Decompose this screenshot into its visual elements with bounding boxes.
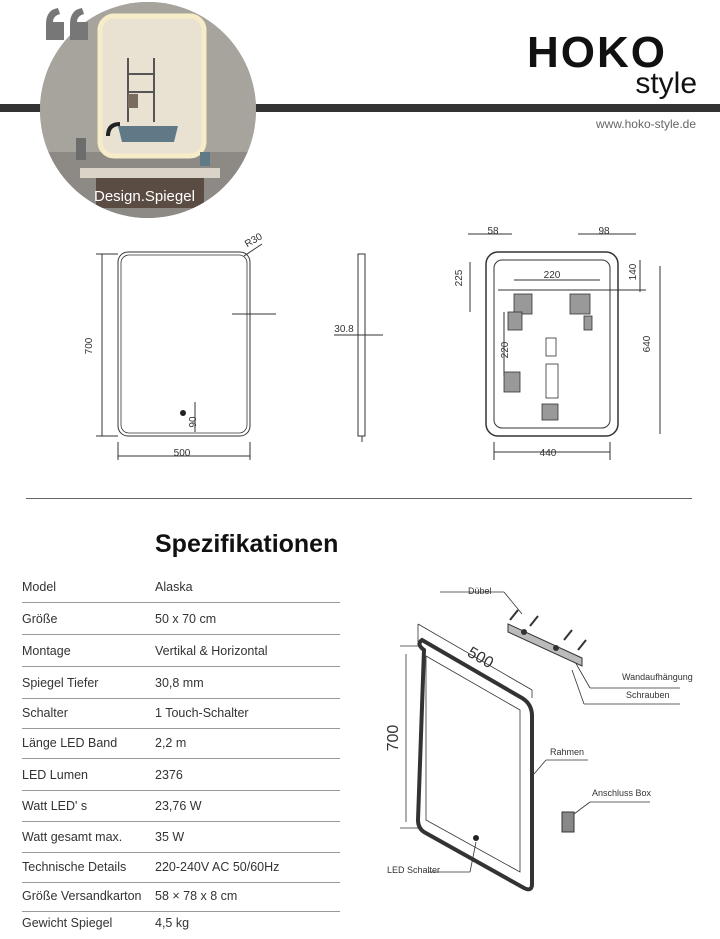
spec-value: Vertikal & Horizontal <box>155 644 268 658</box>
spec-row-depth <box>22 672 340 699</box>
callout-led-switch: LED Schalter <box>387 865 441 875</box>
back-left-offset-label: 225 <box>454 269 465 287</box>
spec-label: Gewicht Spiegel <box>22 916 113 930</box>
spec-value: 50 x 70 cm <box>155 612 217 626</box>
spec-row-technical <box>22 856 340 883</box>
back-right-height-label: 640 <box>642 335 653 353</box>
back-top-right-label: 98 <box>598 226 610 237</box>
mirror-front-outline <box>118 252 250 436</box>
spec-label: Größe Versandkarton <box>22 889 142 903</box>
side-depth-label: 30.8 <box>334 324 354 335</box>
spec-value: 58 × 78 x 8 cm <box>155 889 238 903</box>
spec-row-size <box>22 608 340 635</box>
diagram-height-label: 700 <box>385 724 402 752</box>
spec-label: Model <box>22 580 57 594</box>
spec-label: Watt LED' s <box>22 799 88 813</box>
front-radius-label: R30 <box>243 231 265 251</box>
back-top-left-label: 58 <box>487 226 499 237</box>
led-switch-marker <box>180 410 186 416</box>
spec-label: Montage <box>22 644 71 658</box>
switch-offset-label: 90 <box>188 416 199 428</box>
callout-frame: Rahmen <box>550 747 585 757</box>
spec-value: 30,8 mm <box>155 676 204 690</box>
spec-value: 1 Touch-Schalter <box>155 706 249 720</box>
spec-row-total-watt <box>22 826 340 853</box>
spec-row-mounting <box>22 640 340 667</box>
spec-value: Alaska <box>155 580 193 594</box>
brand-logo-sub: style <box>635 67 697 100</box>
front-height-label: 700 <box>84 337 95 355</box>
spec-label: Länge LED Band <box>22 736 118 750</box>
mirror-side-view <box>358 254 365 436</box>
spec-row-weight <box>22 912 340 938</box>
mirror-front-inner <box>121 255 247 433</box>
wall-mount-bracket <box>508 610 586 666</box>
spec-label: Technische Details <box>22 860 127 874</box>
back-right-offset-label: 140 <box>628 263 639 281</box>
spec-label: Watt gesamt max. <box>22 830 123 844</box>
front-width-label: 500 <box>173 448 191 459</box>
mirror-perspective-frame <box>418 640 532 889</box>
callout-dowel: Dübel <box>468 586 492 596</box>
back-inner-width-label: 220 <box>543 270 561 281</box>
spec-value: 4,5 kg <box>155 916 190 930</box>
technical-drawings <box>0 220 720 490</box>
callout-junction-box: Anschluss Box <box>592 788 652 798</box>
back-width-label: 440 <box>539 448 557 459</box>
spec-row-led-watt <box>22 795 340 822</box>
spec-row-model <box>22 576 340 603</box>
installation-diagram <box>360 580 720 910</box>
spec-value: 35 W <box>155 830 185 844</box>
design-mirror-badge: Design.Spiegel <box>94 188 195 205</box>
spec-row-switch <box>22 702 340 729</box>
spec-value: 23,76 W <box>155 799 202 813</box>
quote-icon <box>44 4 92 44</box>
brand-logo <box>527 30 697 100</box>
spec-row-led-length <box>22 732 340 759</box>
spec-title: Spezifikationen <box>155 530 339 558</box>
back-inner-height-label: 220 <box>500 341 511 359</box>
spec-label: LED Lumen <box>22 768 89 782</box>
junction-box <box>562 812 574 832</box>
spec-value: 2376 <box>155 768 183 782</box>
callout-screws: Schrauben <box>626 690 670 700</box>
brand-logo-main: HOKO <box>527 28 667 77</box>
section-divider <box>26 498 692 499</box>
led-switch-icon <box>473 835 479 841</box>
diagram-width-label: 500 <box>464 644 497 673</box>
spec-row-shipping-box <box>22 885 340 912</box>
callout-wall-mount: Wandaufhängung <box>622 672 693 682</box>
spec-row-led-lumen <box>22 764 340 791</box>
spec-value: 220-240V AC 50/60Hz <box>155 860 280 874</box>
spec-value: 2,2 m <box>155 736 187 750</box>
spec-label: Größe <box>22 612 58 626</box>
spec-label: Schalter <box>22 706 68 720</box>
spec-label: Spiegel Tiefer <box>22 676 99 690</box>
website-url: www.hoko-style.de <box>595 117 696 131</box>
